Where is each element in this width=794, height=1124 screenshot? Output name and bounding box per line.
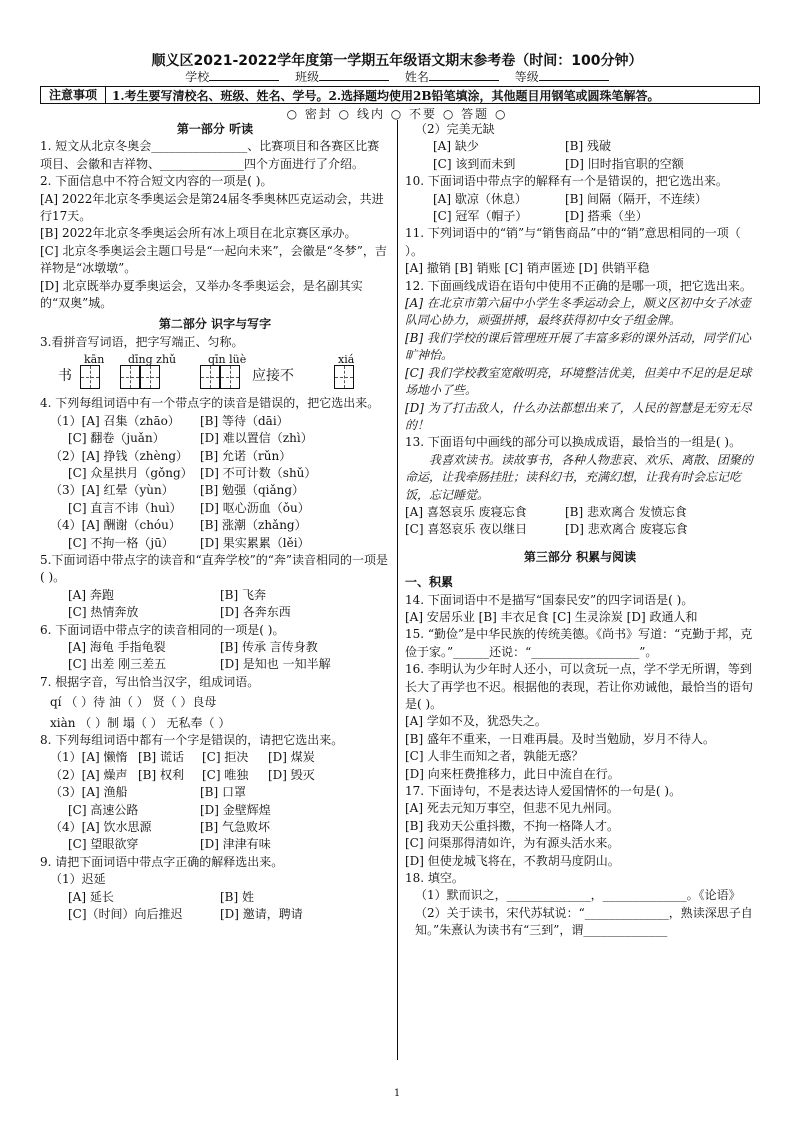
q12-option-b[interactable]: [B] 我们学校的课后管理班开展了丰富多彩的课外活动，同学们心旷神怡。 bbox=[405, 330, 751, 363]
q3-box-2[interactable] bbox=[120, 365, 140, 389]
question-9: 9. 请把下面词语中带点字正确的解释选出来。 bbox=[40, 854, 284, 869]
q4-option[interactable]: （1）[A] 召集（zhāo） bbox=[50, 413, 180, 428]
q2-option-c[interactable]: [C] 北京冬季奥运会主题口号是“一起向未来”，会徽是“冬梦”，吉祥物是“冰墩墩”。 bbox=[40, 243, 387, 276]
question-17: 17. 下面诗句，不是表达诗人爱国情怀的一句是( )。 bbox=[405, 784, 682, 799]
q9-1-option[interactable]: [D] 邀请，聘请 bbox=[220, 907, 303, 922]
q8-option[interactable]: [C] 拒决 bbox=[202, 750, 249, 765]
q7-row-1[interactable]: qí （ ）待 油（ ） 贤（ ）良母 bbox=[50, 695, 217, 710]
q4-row bbox=[40, 413, 390, 430]
q8-option[interactable]: [B] 谎话 bbox=[138, 750, 184, 765]
q4-option[interactable]: （3）[A] 红晕（yùn） bbox=[50, 483, 174, 498]
q8-option[interactable]: [B] 权利 bbox=[138, 767, 184, 782]
q3-char-yingjiebu: 应接不 bbox=[252, 368, 294, 385]
q4-option[interactable]: [D] 不可计数（shǔ） bbox=[200, 465, 317, 480]
q8-option[interactable]: （1）[A] 懒惰 bbox=[50, 750, 128, 765]
q8-option[interactable]: （3）[A] 渔船 bbox=[50, 785, 128, 800]
q8-option[interactable]: [C] 唯独 bbox=[202, 767, 249, 782]
q3-writing-grid bbox=[40, 351, 390, 395]
student-info-fields bbox=[0, 68, 794, 85]
q9-2-option[interactable]: [B] 残破 bbox=[565, 139, 611, 154]
name-field[interactable]: 姓名 bbox=[405, 68, 499, 85]
q4-option[interactable]: [B] 等待（dāi） bbox=[200, 413, 289, 428]
q4-row bbox=[40, 535, 390, 552]
q13-option[interactable]: [A] 喜怒哀乐 废寝忘食 bbox=[405, 504, 527, 519]
q3-pinyin-2: dīng zhǔ bbox=[128, 353, 177, 367]
q7-row-2[interactable]: xiàn （ ）制 塌（ ） 无私奉（ ） bbox=[50, 715, 231, 730]
q4-row bbox=[40, 465, 390, 482]
question-18: 18. 填空。 bbox=[405, 871, 464, 886]
right-column bbox=[405, 121, 755, 940]
notice-box bbox=[40, 86, 760, 104]
q13-row bbox=[405, 521, 755, 538]
q4-option[interactable]: [C] 直言不讳（huì） bbox=[68, 500, 182, 515]
q13-passage: 我喜欢读书。读故事书，各种人物悲哀、欢乐、离散、团聚的命运，让我牵肠挂肚；读科幻书，充满幻想，让我有时会忘记吃饭，忘记睡觉。 bbox=[405, 452, 754, 502]
q4-row bbox=[40, 448, 390, 465]
q5-row bbox=[40, 587, 390, 604]
q10-option[interactable]: [B] 间隔（隔开，不连续） bbox=[565, 191, 707, 206]
q8-option[interactable]: [C] 望眼欲穿 bbox=[68, 837, 139, 852]
section-accumulation: 一、积累 bbox=[405, 575, 454, 590]
q13-row bbox=[405, 504, 755, 521]
part1-title: 第一部分 听读 bbox=[176, 122, 254, 136]
q9-1-option[interactable]: [A] 延长 bbox=[68, 889, 114, 904]
q6-row bbox=[40, 639, 390, 656]
q4-row bbox=[40, 482, 390, 499]
q8-option[interactable]: （4）[A] 饮水思源 bbox=[50, 820, 152, 835]
q9-2-option[interactable]: [D] 旧时指官职的空额 bbox=[565, 156, 684, 171]
q6-option[interactable]: [B] 传承 言传身教 bbox=[220, 639, 318, 654]
q5-row bbox=[40, 604, 390, 621]
q9-2-row bbox=[405, 138, 755, 155]
q8-option[interactable]: [D] 毁灭 bbox=[268, 767, 315, 782]
question-11: 11. 下列词语中的“销”与“销售商品”中的“销”意思相同的一项（ ）。 bbox=[405, 226, 741, 258]
left-column bbox=[40, 121, 390, 923]
q13-option[interactable]: [B] 悲欢离合 发愤忘食 bbox=[565, 504, 687, 519]
q10-option[interactable]: [A] 歇凉（休息） bbox=[433, 191, 527, 206]
q4-row bbox=[40, 517, 390, 534]
q5-option[interactable]: [A] 奔跑 bbox=[68, 587, 114, 602]
q4-option[interactable]: [D] 果实累累（lěi） bbox=[200, 535, 310, 550]
q10-row bbox=[405, 191, 755, 208]
q13-option[interactable]: [C] 喜怒哀乐 夜以继日 bbox=[405, 522, 528, 537]
q3-box-6[interactable] bbox=[334, 365, 354, 389]
class-field[interactable]: 班级 bbox=[295, 68, 389, 85]
q8-option[interactable]: [B] 口罩 bbox=[200, 785, 246, 800]
q3-box-1[interactable] bbox=[80, 365, 100, 389]
q8-row bbox=[40, 784, 390, 801]
q8-option[interactable]: [C] 高速公路 bbox=[68, 802, 139, 817]
q3-box-4[interactable] bbox=[200, 365, 220, 389]
q17-option-d[interactable]: [D] 但使龙城飞将在，不教胡马度阴山。 bbox=[405, 853, 620, 868]
q8-row bbox=[40, 836, 390, 853]
q9-1-option[interactable]: [C]（时间）向后推迟 bbox=[68, 907, 183, 922]
q17-option-b[interactable]: [B] 我劝天公重抖擞，不拘一格降人才。 bbox=[405, 818, 619, 833]
notice-text: 1.考生要写清校名、班级、姓名、学号。2.选择题均使用2B铅笔填涂，其他题目用钢笔或圆珠笔解答。 bbox=[112, 88, 660, 103]
q3-pinyin-3: qīn lüè bbox=[208, 353, 247, 367]
part2-title: 第二部分 识字与写字 bbox=[158, 317, 272, 332]
q9-1-row bbox=[40, 906, 390, 923]
part3-title: 第三部分 积累与阅读 bbox=[523, 549, 637, 564]
q9-2-row bbox=[405, 156, 755, 173]
q12-option-c[interactable]: [C] 我们学校教室宽敞明亮，环境整洁优美，但美中不足的是足球场地小了些。 bbox=[405, 365, 752, 398]
q12-option-a[interactable]: [A] 在北京市第六届中小学生冬季运动会上，顺义区初中女子冰壶队同心协力，顽强拼搏，最终获得初中女子组金牌。 bbox=[405, 296, 751, 328]
q9-2-option[interactable]: [C] 该到而未到 bbox=[433, 156, 516, 171]
question-6: 6. 下面词语中带点字的读音相同的一项是( )。 bbox=[40, 622, 285, 637]
q8-row bbox=[40, 819, 390, 836]
q4-option[interactable]: [C] 众星拱月（gǒng） bbox=[68, 465, 193, 480]
q4-row bbox=[40, 430, 390, 447]
q9-part-2: （2）完美无缺 bbox=[415, 122, 495, 136]
q8-row bbox=[40, 749, 390, 766]
page-number: 1 bbox=[393, 1088, 401, 1099]
q16-option-d[interactable]: [D] 向来枉费推移力，此日中流自在行。 bbox=[405, 766, 620, 781]
q2-option-a[interactable]: [A] 2022年北京冬季奥运会是第24届冬季奥林匹克运动会，共进行17天。 bbox=[40, 191, 384, 224]
question-2: 2. 下面信息中不符合短文内容的一项是( )。 bbox=[40, 174, 273, 189]
school-field[interactable]: 学校 bbox=[185, 68, 279, 85]
question-14: 14. 下面词语中不是描写“国泰民安”的四字词语是( )。 bbox=[405, 592, 694, 607]
q4-option[interactable]: [D] 难以置信（zhì） bbox=[200, 431, 313, 446]
q16-option-a[interactable]: [A] 学如不及，犹恐失之。 bbox=[405, 714, 547, 729]
q3-box-3[interactable] bbox=[140, 365, 160, 389]
question-15[interactable]: 15. “勤俭”是中华民族的传统美德。《尚书》写道：“克勤于邦，克俭于家。”______还说：“__________________”。 bbox=[405, 627, 753, 659]
grade-field[interactable]: 等级 bbox=[515, 68, 609, 85]
question-10: 10. 下面词语中带点字的解释有一个是错误的，把它选出来。 bbox=[405, 174, 728, 189]
q8-option[interactable]: [D] 津津有味 bbox=[200, 837, 271, 852]
q4-option[interactable]: [B] 涨潮（zhǎng） bbox=[200, 518, 307, 533]
question-3: 3.看拼音写词语，把字写端正、匀称。 bbox=[40, 334, 244, 349]
q8-option[interactable]: [B] 气急败坏 bbox=[200, 820, 270, 835]
q3-char-shu: 书 bbox=[58, 368, 72, 385]
q5-option[interactable]: [D] 各奔东西 bbox=[220, 605, 291, 620]
q16-option-b[interactable]: [B] 盛年不重来，一日难再晨。及时当勉励，岁月不待人。 bbox=[405, 731, 715, 746]
q18-part-2[interactable]: （2）关于读书，宋代苏轼说：“______________，熟读深思子自知。”朱熹认为读书有“三到”，谓______________ bbox=[415, 905, 753, 938]
q6-option[interactable]: [A] 海龟 手指龟裂 bbox=[68, 639, 166, 654]
q3-box-5[interactable] bbox=[220, 365, 240, 389]
q8-option[interactable]: [D] 金壁辉煌 bbox=[200, 802, 271, 817]
q6-option[interactable]: [D] 是知也 一知半解 bbox=[220, 657, 331, 672]
q3-pinyin-1: kān bbox=[84, 353, 105, 367]
q16-option-c[interactable]: [C] 人非生而知之者，孰能无惑？ bbox=[405, 749, 584, 764]
q4-option[interactable]: （2）[A] 挣钱（zhèng） bbox=[50, 448, 189, 463]
column-divider bbox=[397, 120, 398, 1060]
q8-option[interactable]: [D] 煤炭 bbox=[268, 750, 315, 765]
q13-option[interactable]: [D] 悲欢离合 废寝忘食 bbox=[565, 522, 688, 537]
question-16: 16. 李明认为少年时人还小，可以贪玩一点，学不学无所谓，等到长大了再学也不迟。根据他的表现，若让你劝诫他，最恰当的语句是( )。 bbox=[405, 662, 754, 711]
q4-option[interactable]: （4）[A] 酬谢（chóu） bbox=[50, 518, 181, 533]
question-12: 12. 下面画线成语在语句中使用不正确的是哪一项，把它选出来。 bbox=[405, 278, 752, 293]
q4-option[interactable]: [C] 翻卷（juǎn） bbox=[68, 431, 165, 446]
question-8: 8. 下列每组词语中都有一个字是错误的，请把它选出来。 bbox=[40, 733, 344, 747]
q11-options[interactable]: [A] 撤销 [B] 销账 [C] 销声匿迹 [D] 供销平稳 bbox=[405, 261, 650, 276]
q6-row bbox=[40, 656, 390, 673]
q8-row bbox=[40, 767, 390, 784]
question-5: 5.下面词语中带点字的读音和“直奔学校”的“奔”读音相同的一项是( )。 bbox=[40, 552, 388, 585]
q6-option[interactable]: [C] 出差 刚三差五 bbox=[68, 657, 167, 672]
q5-option[interactable]: [B] 飞奔 bbox=[220, 587, 266, 602]
q17-option-a[interactable]: [A] 死去元知万事空，但悲不见九州同。 bbox=[405, 801, 619, 816]
q9-1-row bbox=[40, 889, 390, 906]
q10-option[interactable]: [D] 搭乘（坐） bbox=[565, 209, 648, 224]
q8-row bbox=[40, 802, 390, 819]
q4-option[interactable]: [C] 不拘一格（jū） bbox=[68, 535, 174, 550]
seal-line: ○ 密封 ○ 线内 ○ 不要 ○ 答题 ○ bbox=[286, 107, 508, 121]
q10-row bbox=[405, 208, 755, 225]
q4-option[interactable]: [B] 勉强（qiǎng） bbox=[200, 483, 305, 498]
question-7: 7. 根据字音，写出恰当汉字，组成词语。 bbox=[40, 674, 260, 689]
q4-row bbox=[40, 500, 390, 517]
q2-option-b[interactable]: [B] 2022年北京冬季奥运会所有冰上项目在北京赛区承办。 bbox=[40, 226, 357, 241]
q17-option-c[interactable]: [C] 问渠那得清如许，为有源头活水来。 bbox=[405, 836, 620, 851]
q14-options[interactable]: [A] 安居乐业 [B] 丰衣足食 [C] 生灵涂炭 [D] 政通人和 bbox=[405, 609, 698, 624]
q9-1-option[interactable]: [B] 姓 bbox=[220, 889, 254, 904]
q9-part-1: （1）迟延 bbox=[50, 872, 106, 887]
q10-option[interactable]: [C] 冠军（帽子） bbox=[433, 209, 528, 224]
notice-label: 注意事项 bbox=[41, 87, 106, 103]
page-title: 顺义区2021-2022学年度第一学期五年级语文期末参考卷（时间：100分钟） bbox=[151, 53, 643, 69]
question-1: 1. 短文从北京冬奥会________________、比赛项目和各赛区比赛项目、会徽和吉祥物、______________四个方面进行了介绍。 bbox=[40, 139, 380, 171]
q8-option[interactable]: （2）[A] 燥声 bbox=[50, 767, 128, 782]
q4-option[interactable]: [D] 呕心沥血（ǒu） bbox=[200, 500, 310, 515]
q12-option-d[interactable]: [D] 为了打击敌人，什么办法都想出来了，人民的智慧是无穷无尽的！ bbox=[405, 400, 752, 432]
q4-option[interactable]: [B] 允诺（rǔn） bbox=[200, 448, 292, 463]
q18-part-1[interactable]: （1）默而识之，______________，______________。《论语》 bbox=[415, 888, 741, 903]
q5-option[interactable]: [C] 热情奔放 bbox=[68, 605, 139, 620]
question-4: 4. 下列每组词语中有一个带点字的读音是错误的，把它选出来。 bbox=[40, 396, 380, 411]
q9-2-option[interactable]: [A] 缺少 bbox=[433, 139, 479, 154]
question-13: 13. 下面语句中画线的部分可以换成成语，最恰当的一组是( )。 bbox=[405, 435, 742, 450]
q3-pinyin-4: xiá bbox=[338, 353, 355, 367]
q2-option-d[interactable]: [D] 北京既举办夏季奥运会，又举办冬季奥运会，是名副其实的“双奥”城。 bbox=[40, 278, 363, 311]
